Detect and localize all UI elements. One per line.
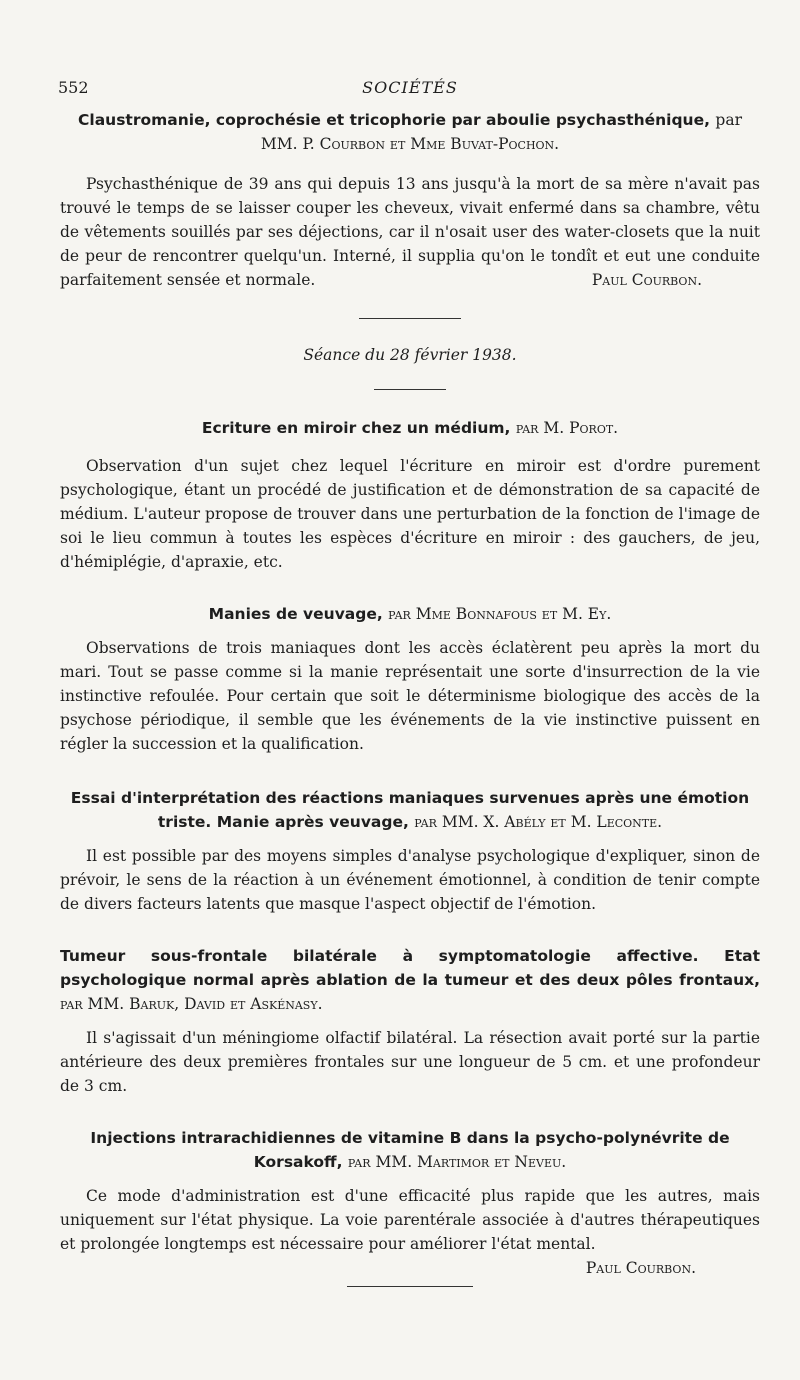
article-title: Injections intrarachidiennes de vitamine B dans la psycho-polynévrite de Korsakoff, par MM. Martimor et Neveu. (90, 1129, 730, 1171)
page-number: 552 (58, 78, 89, 97)
journal-page (60, 78, 760, 1287)
article-body: Il s'agissait d'un méningiome olfactif bilatéral. La résection avait porté sur la partie antérieure des deux premières frontales sur une longueur de 5 cm. et une profondeur de 3 cm. (60, 1029, 760, 1095)
article-title: Ecriture en miroir chez un médium, par M. Porot. (201, 419, 619, 437)
article-title: Essai d'interprétation des réactions maniaques survenues après une émotion triste. Manie après veuvage, par MM. X. Abély et M. Leconte. (70, 789, 750, 831)
session-date: Séance du 28 février 1938. (303, 346, 517, 364)
article-body: Ce mode d'administration est d'une efficacité plus rapide que les autres, mais uniquement sur l'état physique. La voie parentérale associée à d'autres thérapeutiques et prolongée longtemps est nécessaire pour améliorer l'état mental. (60, 1187, 760, 1253)
page-header (60, 78, 760, 108)
article-body: Observation d'un sujet chez lequel l'écriture en miroir est d'ordre purement psychologique, étant un procédé de justification et de démonstration de sa capacité de médium. L'auteur propose de trouver dans une perturbation de la fonction de l'image de soi le lieu commun à toutes les espèces d'écriture en miroir : des gauchers, de jeu, d'hémiplégie, d'apraxie, etc. (60, 457, 760, 571)
running-title: SOCIÉTÉS (362, 78, 458, 97)
signature: Paul Courbon. (585, 1259, 696, 1277)
article-body: Observations de trois maniaques dont les accès éclatèrent peu après la mort du mari. Tout se passe comme si la manie représentait une sorte d'insurrection de la vie instinctive refoulée. Pour certain que soit le déterminisme biologique des accès de la psychose périodique, il semble que les événements de la vie instinctive puissent en régler la succession et la qualification. (60, 639, 760, 753)
signature: Paul Courbon. (591, 271, 702, 289)
article-title: Manies de veuvage, par Mme Bonnafous et M. Ey. (208, 605, 612, 623)
section-rule (347, 1286, 473, 1287)
article-title: Tumeur sous-frontale bilatérale à symptomatologie affective. Etat psychologique normal après ablation de la tumeur et des deux pôles frontaux, par MM. Baruk, David et Askénasy. (60, 947, 760, 1013)
article-body: Psychasthénique de 39 ans qui depuis 13 ans jusqu'à la mort de sa mère n'avait pas trouvé le temps de se laisser couper les cheveux, vivait enfermé dans sa chambre, vêtu de vêtements souillés par ses déjections, car il n'osait user des water-closets que la nuit de peur de rencontrer quelqu'un. Interné, il supplia qu'on le tondît et eut une conduite parfaitement sensée et normale. (60, 175, 760, 289)
article-body: Il est possible par des moyens simples d'analyse psychologique d'expliquer, sinon de prévoir, le sens de la réaction à un événement émotionnel, à condition de tenir compte de divers facteurs latents que masque l'aspect objectif de l'émotion. (60, 847, 760, 913)
article-authors: MM. P. Courbon et Mme Buvat-Pochon. (260, 135, 560, 153)
article-title: Claustromanie, coprochésie et tricophorie par aboulie psychasthénique, par (78, 111, 742, 129)
